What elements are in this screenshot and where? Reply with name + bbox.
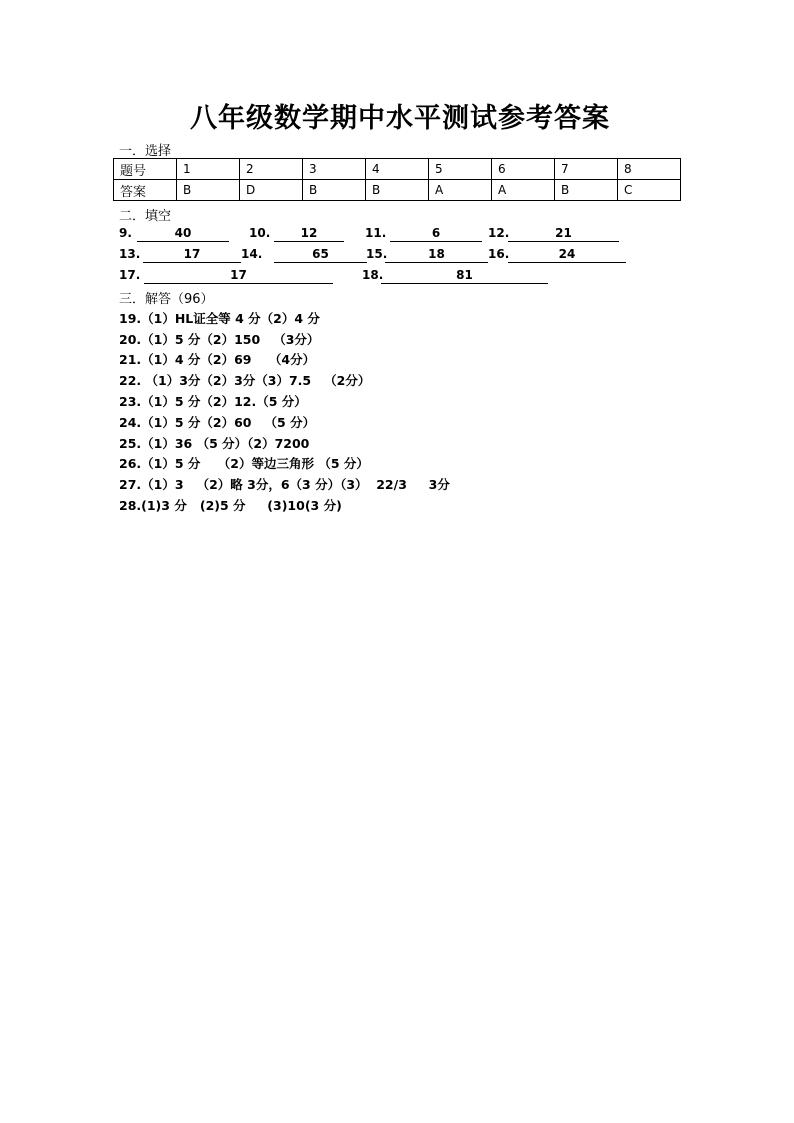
table-cell: A <box>492 180 555 201</box>
fill-label: 9. <box>119 226 132 240</box>
row-label-answer: 答案 <box>114 180 177 201</box>
solution-line: 26.（1）5 分 （2）等边三角形 （5 分） <box>119 456 369 471</box>
table-cell: 7 <box>555 159 618 180</box>
fill-label: 18. <box>362 268 384 282</box>
fill-label: 11. <box>365 226 387 240</box>
row-label-number: 题号 <box>114 159 177 180</box>
table-row <box>114 159 681 180</box>
solution-line: 24.（1）5 分（2）60 （5 分） <box>119 415 316 430</box>
table-cell: A <box>429 180 492 201</box>
table-cell: D <box>240 180 303 201</box>
fill-label: 13. <box>119 247 141 261</box>
table-cell: 3 <box>303 159 366 180</box>
table-row <box>114 180 681 201</box>
fill-answer: 17 <box>144 268 333 284</box>
solution-line: 23.（1）5 分（2）12.（5 分） <box>119 394 307 409</box>
solution-line: 19.（1）HL证全等 4 分（2）4 分 <box>119 311 320 326</box>
page-title: 八年级数学期中水平测试参考答案 <box>190 103 610 134</box>
fill-answer: 21 <box>508 226 619 242</box>
fill-answer: 18 <box>385 247 488 263</box>
table-cell: B <box>366 180 429 201</box>
table-cell: 5 <box>429 159 492 180</box>
fill-label: 14. <box>241 247 263 261</box>
fill-answer: 40 <box>137 226 229 242</box>
table-cell: 8 <box>618 159 681 180</box>
fill-label: 16. <box>488 247 510 261</box>
fill-answer: 24 <box>508 247 626 263</box>
section-solve-heading: 三．解答（96） <box>119 292 214 307</box>
section-fill-heading: 二．填空 <box>119 209 172 224</box>
fill-answer: 81 <box>381 268 548 284</box>
solution-line: 21.（1）4 分（2）69 （4分） <box>119 352 316 367</box>
table-cell: C <box>618 180 681 201</box>
table-cell: B <box>177 180 240 201</box>
table-cell: 4 <box>366 159 429 180</box>
solution-line: 20.（1）5 分（2）150 （3分） <box>119 332 320 347</box>
solution-line: 28.(1)3 分 (2)5 分 (3)10(3 分) <box>119 498 342 513</box>
table-cell: 6 <box>492 159 555 180</box>
table-cell: 2 <box>240 159 303 180</box>
section-choice-heading: 一．选择 <box>119 144 172 159</box>
fill-label: 12. <box>488 226 510 240</box>
table-cell: B <box>555 180 618 201</box>
fill-label: 10. <box>249 226 271 240</box>
fill-label: 17. <box>119 268 141 282</box>
table-cell: B <box>303 180 366 201</box>
fill-answer: 12 <box>274 226 344 242</box>
solution-line: 27.（1）3 （2）略 3分，6（3 分）（3） 22/3 3分 <box>119 477 450 492</box>
fill-answer: 6 <box>390 226 482 242</box>
solution-line: 22. （1）3分（2）3分（3）7.5 （2分） <box>119 373 371 388</box>
solution-line: 25.（1）36 （5 分）（2）7200 <box>119 436 310 451</box>
table-cell: 1 <box>177 159 240 180</box>
fill-label: 15. <box>366 247 388 261</box>
fill-answer: 17 <box>143 247 241 263</box>
choice-answer-table <box>113 158 681 201</box>
fill-answer: 65 <box>274 247 367 263</box>
